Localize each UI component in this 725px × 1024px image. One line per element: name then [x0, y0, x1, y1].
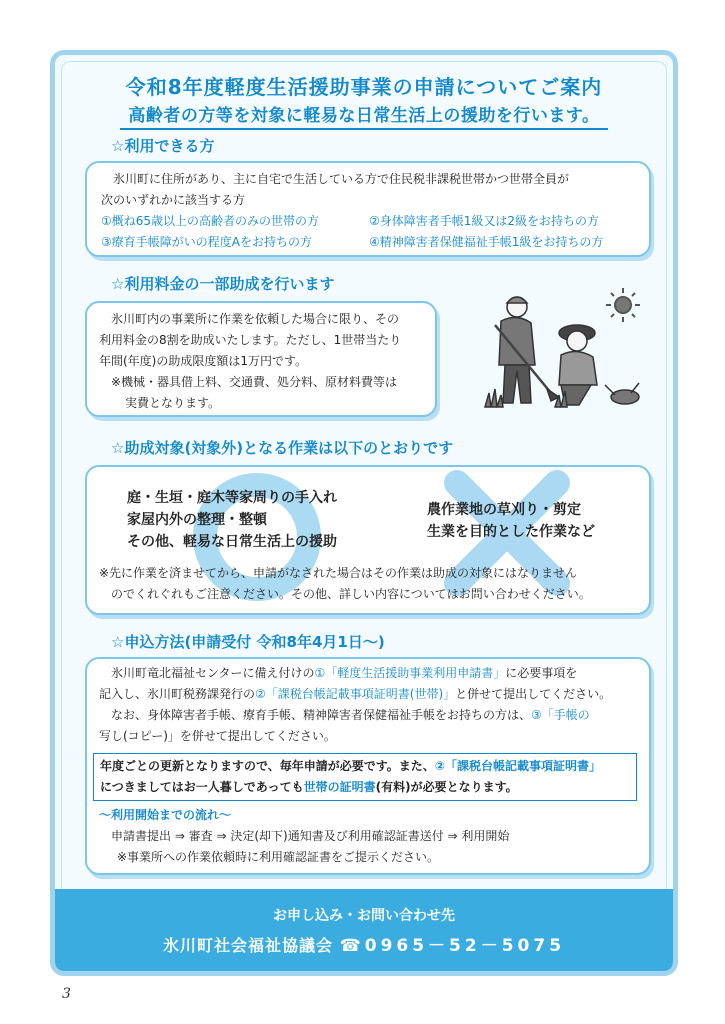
flow-steps: 申請書提出 ⇒ 審査 ⇒ 決定(却下)通知書及び利用確認証書送付 ⇒ 利用開始 — [111, 829, 510, 843]
contact-info — [55, 931, 673, 956]
subsidy-box — [85, 301, 437, 417]
eligibility-box — [85, 161, 651, 257]
ng-item: 生業を目的とした作業など — [427, 524, 595, 540]
application-line-2: 記入し、氷川町税務課発行の②「課税台帳記載事項証明書(世帯)」と併せて提出してください。 — [99, 687, 612, 701]
eligibility-heading: ☆利用できる方 — [111, 137, 215, 155]
form-3-name: ③「手帳の — [531, 708, 590, 722]
targets-note-line1: ※先に作業を済ませてから、申請がなされた場合はその作業は助成の対象にはなりません — [99, 566, 578, 580]
application-box — [85, 657, 651, 875]
application-line-4: 写し(コピー)」を併せて提出してください。 — [99, 729, 336, 743]
ok-item: 庭・生垣・庭木等家周りの手入れ — [127, 490, 337, 506]
eligibility-intro-line1: 氷川町に住所があり、主に自宅で生活している方で住民税非課税世帯かつ世帯全員が — [113, 172, 570, 186]
contact-heading: お申し込み・お問い合わせ先 — [273, 908, 455, 924]
eligibility-intro-line2: 次のいずれかに該当する方 — [101, 193, 246, 207]
eligibility-item-4: ④精神障害者保健福祉手帳1級をお持ちの方 — [369, 235, 604, 249]
page-subtitle: 高齢者の方等を対象に軽易な日常生活上の援助を行います。 — [55, 101, 673, 126]
application-heading: ☆申込方法(申請受付 令和8年4月1日～) — [111, 633, 385, 651]
renewal-notice: 年度ごとの更新となりますので、毎年申請が必要です。また、②「課税台帳記載事項証明書」 につきましてはお一人暮しであっても世帯の証明書(有料)が必要となります。 — [93, 753, 637, 801]
eligibility-item-2: ②身体障害者手帳1級又は2級をお持ちの方 — [369, 214, 600, 228]
form-1-name: ①「軽度生活援助事業利用申請書」 — [314, 666, 506, 680]
flow-note: ※事業所への作業依頼時に利用確認証書をご提示ください。 — [117, 850, 440, 864]
application-line-1: 氷川町竜北福祉センターに備え付けの①「軽度生活援助事業利用申請書」に必要事項を — [111, 666, 578, 680]
ok-item: その他、軽易な日常生活上の援助 — [127, 534, 337, 550]
subsidy-line-1: 氷川町内の事業所に作業を依頼した場合に限り、その — [111, 312, 400, 326]
ok-item: 家屋内外の整理・整頓 — [127, 512, 267, 528]
form-2-name: ②「課税台帳記載事項証明書(世帯)」 — [255, 687, 456, 701]
targets-note — [99, 563, 591, 605]
ng-list — [427, 499, 595, 543]
gardening-illustration — [455, 285, 655, 415]
contact-footer — [55, 889, 673, 971]
sun-icon — [606, 288, 640, 322]
elderly-man-figure — [495, 297, 559, 403]
targets-note-line2: のでくれぐれもご注意ください。その他、詳しい内容についてはお問い合わせください。 — [111, 587, 591, 601]
contact-org: 氷川町社会福祉協議会 — [162, 936, 333, 955]
flow-heading: ～利用開始までの流れ～ — [99, 808, 232, 822]
ng-item: 農作業地の草刈り・剪定 — [427, 502, 581, 518]
page-number: 3 — [62, 986, 71, 1002]
subsidy-note-1: ※機械・器具借上料、交通費、処分料、原材料費等は — [111, 375, 398, 389]
targets-heading: ☆助成対象(対象外)となる作業は以下のとおりです — [111, 439, 454, 457]
application-line-3: なお、身体障害者手帳、療育手帳、精神障害者保健福祉手帳をお持ちの方は、③「手帳の — [111, 708, 590, 722]
subsidy-line-2: 利用料金の8割を助成いたします。ただし、1世帯当たり — [99, 333, 402, 347]
subsidy-note-2: 実費となります。 — [125, 396, 221, 410]
eligibility-item-1: ①概ね65歳以上の高齢者のみの世帯の方 — [101, 214, 320, 228]
targets-box — [85, 465, 651, 615]
page-title: 令和8年度軽度生活援助事業の申請についてご案内 — [125, 75, 603, 99]
page-frame — [50, 50, 678, 976]
subsidy-heading: ☆利用料金の一部助成を行います — [111, 275, 335, 293]
contact-phone: ☎0965－52－5075 — [339, 936, 566, 956]
eligibility-item-3: ③療育手帳障がいの程度Aをお持ちの方 — [101, 235, 312, 249]
ok-list — [127, 487, 337, 553]
subsidy-line-3: 年間(年度)の助成限度額は1万円です。 — [99, 354, 308, 368]
